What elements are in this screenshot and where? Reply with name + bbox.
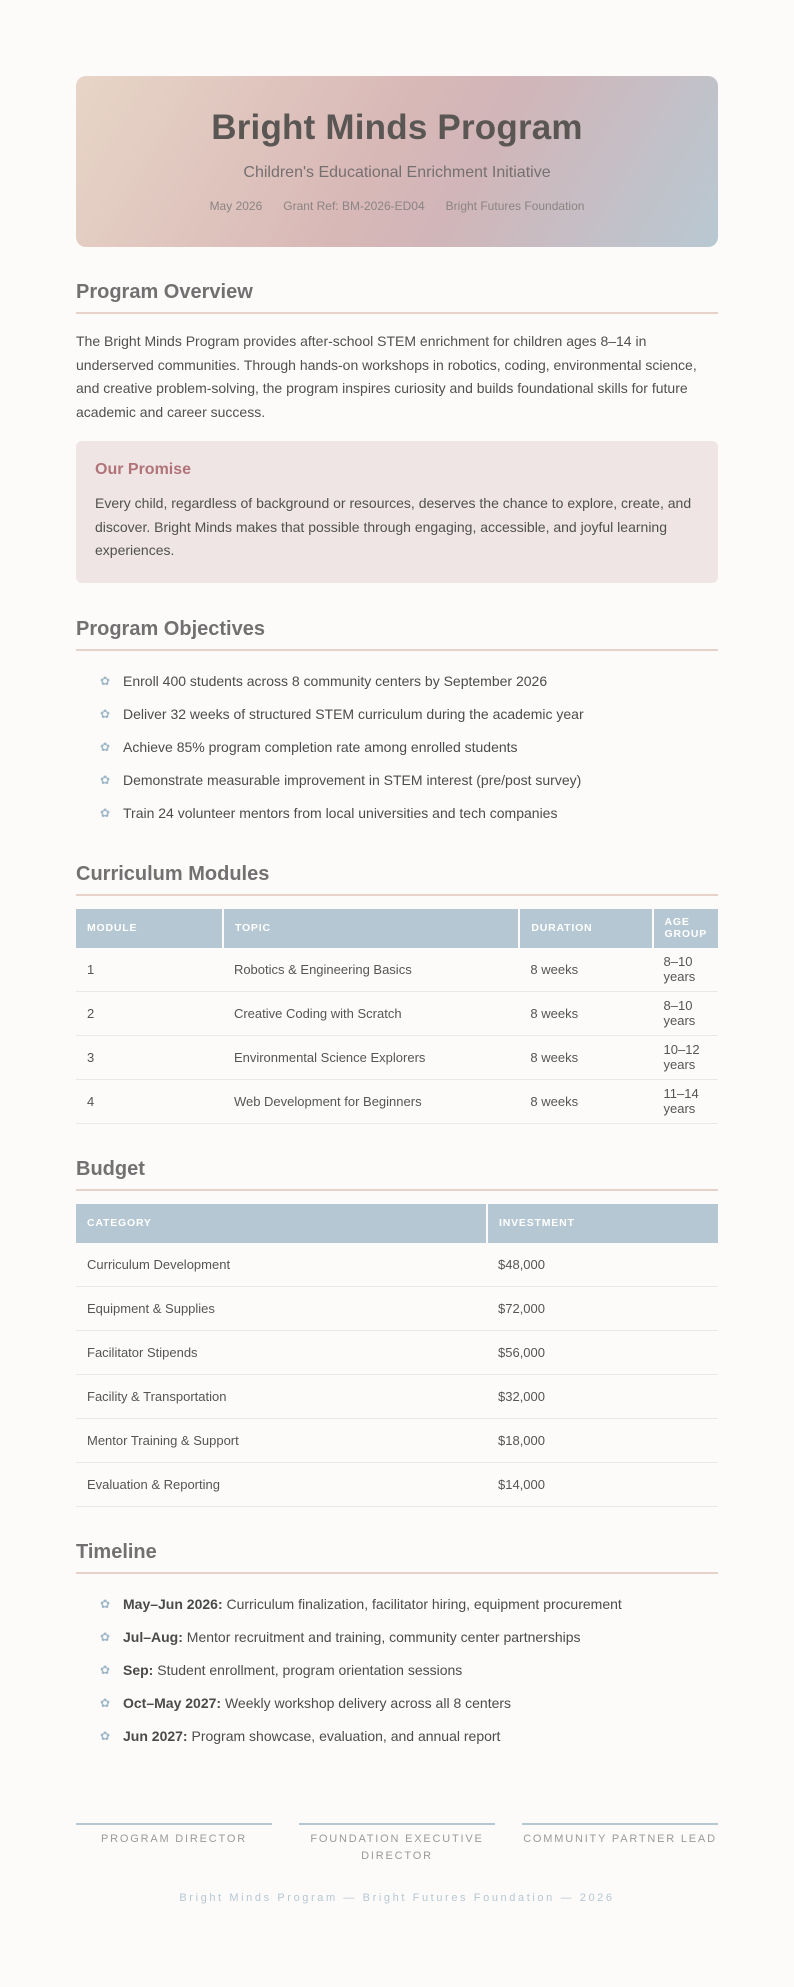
signature-program-director: PROGRAM DIRECTOR	[76, 1823, 272, 1865]
star-icon: ✿	[100, 1695, 111, 1710]
promise-callout	[76, 441, 718, 583]
section-heading: Curriculum Modules	[76, 863, 718, 896]
table-row: 2 Creative Coding with Scratch 8 weeks 8–10 years	[76, 991, 718, 1035]
curriculum-table	[76, 909, 718, 1124]
meta-grant-ref: Grant Ref: BM-2026-ED04	[283, 199, 425, 213]
page-subtitle: Children's Educational Enrichment Initiative	[243, 164, 551, 181]
promise-text: Every child, regardless of background or resources, deserves the chance to explore, create, and discover. Bright Minds makes that possible through engaging, accessible, and joyful learning experiences.	[95, 495, 692, 558]
section-heading: Program Objectives	[76, 618, 718, 651]
column-header: TOPIC	[223, 909, 519, 948]
signature-foundation-director: FOUNDATION EXECUTIVE DIRECTOR	[299, 1823, 495, 1865]
table-row: Facility & Transportation $32,000	[76, 1374, 718, 1418]
overview-text: The Bright Minds Program provides after-school STEM enrichment for children ages 8–14 in underserved communities. Through hands-on workshops in robotics, coding, environmental science, and creative problem-solving, the program inspires curiosity and builds foundational skills for future academic and career success.	[76, 333, 697, 420]
star-icon: ✿	[100, 1662, 111, 1677]
table-header-row	[76, 1204, 718, 1243]
list-item: ✿ Enroll 400 students across 8 community centers by September 2026	[100, 665, 718, 698]
table-row: Curriculum Development $48,000	[76, 1243, 718, 1287]
timeline-section	[76, 1541, 718, 1753]
column-header: AGE GROUP	[653, 909, 719, 948]
overview-section	[76, 281, 718, 583]
table-row: 1 Robotics & Engineering Basics 8 weeks 8–10 years	[76, 948, 718, 992]
star-icon: ✿	[100, 1596, 111, 1611]
promise-heading: Our Promise	[95, 461, 192, 478]
list-item: ✿ Oct–May 2027: Weekly workshop delivery across all 8 centers	[100, 1687, 718, 1720]
meta-foundation: Bright Futures Foundation	[445, 199, 585, 213]
section-heading: Timeline	[76, 1541, 718, 1574]
star-icon: ✿	[100, 805, 111, 820]
table-row: 4 Web Development for Beginners 8 weeks 11–14 years	[76, 1079, 718, 1123]
star-icon: ✿	[100, 673, 111, 688]
document	[76, 0, 718, 1904]
curriculum-section	[76, 863, 718, 1124]
header-meta	[76, 199, 718, 213]
table-row: Mentor Training & Support $18,000	[76, 1418, 718, 1462]
table-row: Equipment & Supplies $72,000	[76, 1286, 718, 1330]
section-heading: Program Overview	[76, 281, 718, 314]
list-item: ✿ Jun 2027: Program showcase, evaluation, and annual report	[100, 1720, 718, 1753]
column-header: MODULE	[76, 909, 223, 948]
objectives-section	[76, 618, 718, 830]
signature-block	[76, 1823, 718, 1865]
star-icon: ✿	[100, 772, 111, 787]
timeline-list	[76, 1588, 718, 1753]
section-heading: Budget	[76, 1158, 718, 1191]
table-row: Facilitator Stipends $56,000	[76, 1330, 718, 1374]
list-item: ✿ Achieve 85% program completion rate among enrolled students	[100, 731, 718, 764]
list-item: ✿ Demonstrate measurable improvement in STEM interest (pre/post survey)	[100, 764, 718, 797]
list-item: ✿ Deliver 32 weeks of structured STEM curriculum during the academic year	[100, 698, 718, 731]
table-row: 3 Environmental Science Explorers 8 weeks 10–12 years	[76, 1035, 718, 1079]
list-item: ✿ Jul–Aug: Mentor recruitment and training, community center partnerships	[100, 1621, 718, 1654]
budget-table	[76, 1204, 718, 1507]
star-icon: ✿	[100, 1728, 111, 1743]
table-header-row	[76, 909, 718, 948]
page-title: Bright Minds Program	[211, 108, 583, 147]
header-banner	[76, 76, 718, 247]
signature-community-partner: COMMUNITY PARTNER LEAD	[522, 1823, 718, 1865]
star-icon: ✿	[100, 1629, 111, 1644]
star-icon: ✿	[100, 706, 111, 721]
list-item: ✿ Train 24 volunteer mentors from local universities and tech companies	[100, 797, 718, 830]
table-row: Evaluation & Reporting $14,000	[76, 1462, 718, 1506]
budget-section	[76, 1158, 718, 1507]
objectives-list	[76, 665, 718, 830]
column-header: INVESTMENT	[487, 1204, 718, 1243]
star-icon: ✿	[100, 739, 111, 754]
page-footer: Bright Minds Program — Bright Futures Foundation — 2026	[179, 1891, 615, 1904]
list-item: ✿ Sep: Student enrollment, program orientation sessions	[100, 1654, 718, 1687]
column-header: DURATION	[519, 909, 652, 948]
column-header: CATEGORY	[76, 1204, 487, 1243]
meta-date: May 2026	[209, 199, 263, 213]
list-item: ✿ May–Jun 2026: Curriculum finalization, facilitator hiring, equipment procurement	[100, 1588, 718, 1621]
